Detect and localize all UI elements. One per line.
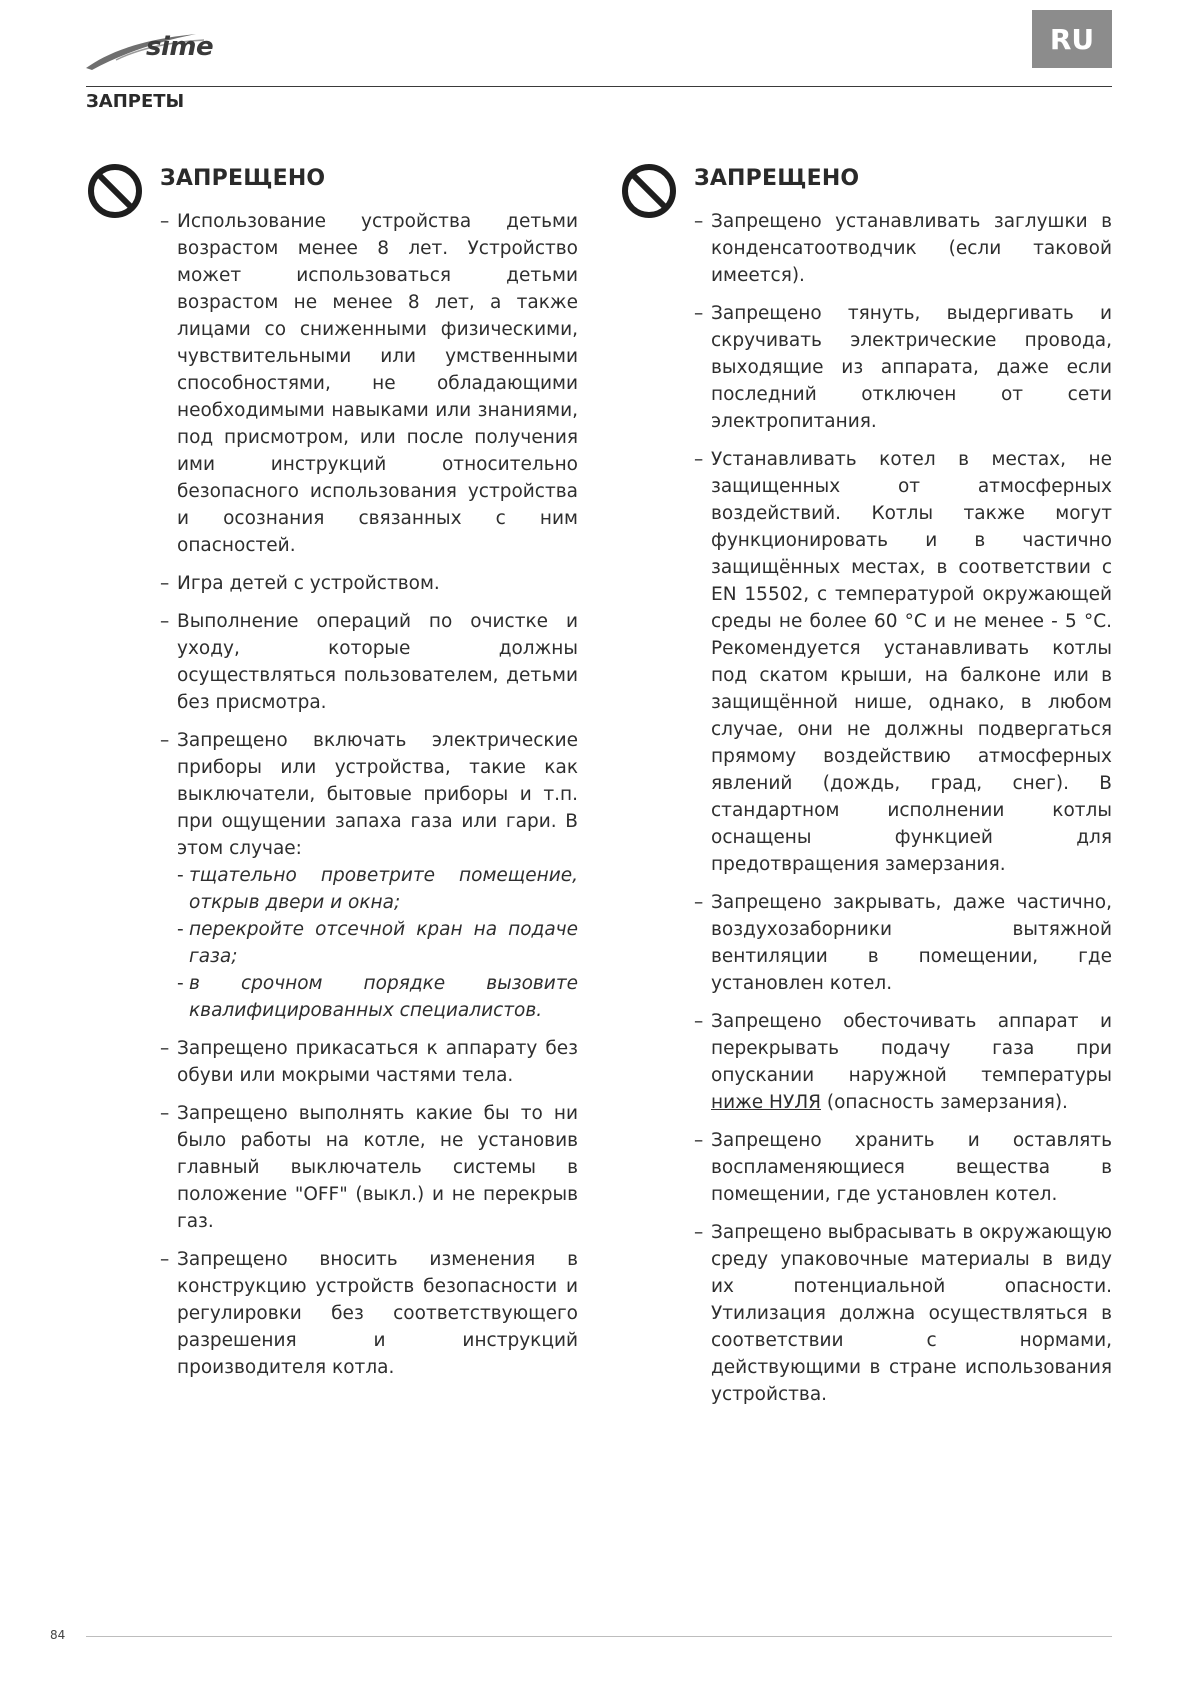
right-heading: ЗАПРЕЩЕНО — [694, 166, 860, 191]
header-divider — [86, 86, 1112, 87]
list-item: – Запрещено включать электрические приборы или устройства, такие как выключатели, бытовые приборы и т.п. при ощущении запаха газа или гари. В этом случае: - тщательно проветрите помещение, открыв двери и окна; - перекройте отсечной кран на подаче газа; - в срочном порядке вызовите квалифицированных специалистов. — [160, 727, 578, 1024]
prohibition-icon — [86, 162, 144, 220]
page-title: ЗАПРЕТЫ — [86, 91, 185, 112]
list-item: – Запрещено обесточивать аппарат и перекрывать подачу газа при опускании наружной температуры ниже НУЛЯ (опасность замерзания). — [694, 1011, 1112, 1113]
list-item: – Выполнение операций по очистке и уходу, которые должны осуществляться пользователем, детьми без присмотра. — [160, 611, 578, 713]
sime-logo — [86, 26, 236, 72]
underlined-text: ниже НУЛЯ — [711, 1092, 821, 1113]
prohibition-icon — [620, 162, 678, 220]
list-item: – Устанавливать котел в местах, не защищенных от атмосферных воздействий. Котлы также могут функционировать и в частично защищённых местах, в соответствии с EN 15502, с температурой окружающей среды не более 60 °C и не менее - 5 °C. Рекомендуется устанавливать котлы под скатом крыши, на балконе или в защищённой нише, однако, в любом случае, они не должны подвергаться прямому воздействию атмосферных явлений (дождь, град, снег). В стандартном исполнении котлы оснащены функцией для предотвращения замерзания. — [694, 449, 1112, 875]
list-item: – Запрещено тянуть, выдергивать и скручивать электрические провода, выходящие из аппарата, даже если последний отключен от сети электропитания. — [694, 303, 1112, 432]
sub-list-item: - перекройте отсечной кран на подаче газа; — [177, 919, 578, 967]
sub-list-item: - в срочном порядке вызовите квалифицированных специалистов. — [177, 973, 578, 1021]
list-item: – Запрещено выполнять какие бы то ни было работы на котле, не установив главный выключатель системы в положение "OFF" (выкл.) и не перекрыв газ. — [160, 1103, 578, 1232]
list-item: – Игра детей с устройством. — [160, 573, 440, 594]
page-number: 84 — [50, 1628, 66, 1642]
brand-name: sime — [146, 32, 214, 62]
list-item: – Запрещено хранить и оставлять воспламеняющиеся вещества в помещении, где установлен котел. — [694, 1130, 1112, 1205]
left-prohibition-list — [160, 208, 578, 1392]
right-prohibition-list — [694, 208, 1112, 1419]
list-item: – Запрещено вносить изменения в конструкцию устройств безопасности и регулировки без соответствующего разрешения и инструкций производителя котла. — [160, 1249, 578, 1378]
list-item: – Запрещено закрывать, даже частично, воздухозаборники вытяжной вентиляции в помещении, где установлен котел. — [694, 892, 1112, 994]
sub-list-item: - тщательно проветрите помещение, открыв двери и окна; — [177, 865, 578, 913]
language-badge: RU — [1032, 10, 1112, 68]
sub-list — [177, 862, 578, 1024]
footer-divider — [86, 1636, 1112, 1637]
list-item: – Использование устройства детьми возрастом менее 8 лет. Устройство может использоваться детьми возрастом не менее 8 лет, а также лицами со сниженными физическими, чувствительными или умственными способностями, не обладающими необходимыми навыками или знаниями, под присмотром, или после получения ими инструкций относительно безопасного использования устройства и осознания связанных с ним опасностей. — [160, 211, 578, 556]
list-item: – Запрещено выбрасывать в окружающую среду упаковочные материалы в виду их потенциальной опасности. Утилизация должна осуществляться в соответствии с нормами, действующими в стране использования устройства. — [694, 1222, 1112, 1405]
list-item: – Запрещено устанавливать заглушки в конденсатоотводчик (если таковой имеется). — [694, 211, 1112, 286]
left-heading: ЗАПРЕЩЕНО — [160, 166, 326, 191]
list-item: – Запрещено прикасаться к аппарату без обуви или мокрыми частями тела. — [160, 1038, 578, 1086]
